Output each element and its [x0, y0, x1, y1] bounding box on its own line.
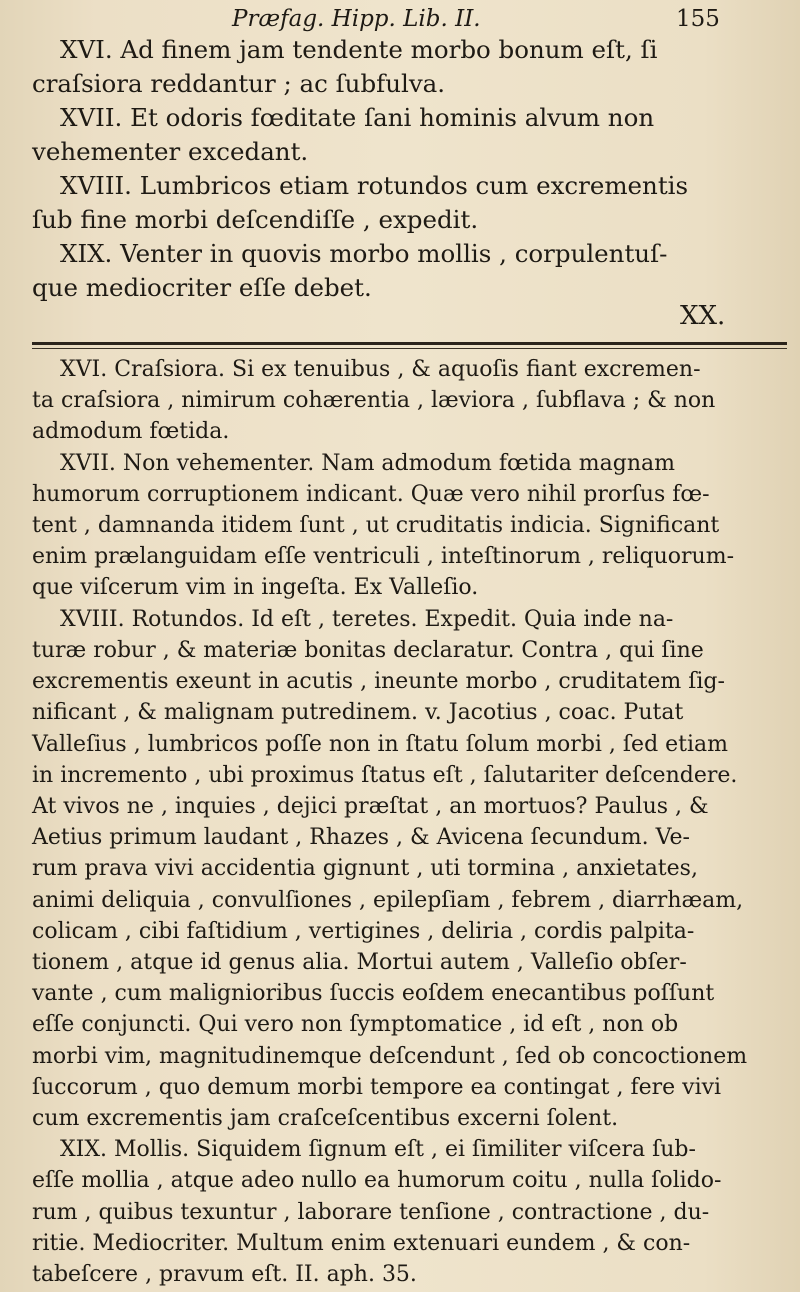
commentary-line: enim prælanguidam eſſe ventriculi , inteſtinorum , reliquorum-	[32, 544, 735, 570]
aphorism-line: XVIII. Lumbricos etiam rotundos cum excrementis	[60, 171, 689, 200]
commentary-line: que viſcerum vim in ingeſta. Ex Valleſio.	[32, 575, 479, 601]
commentary-line: nificant , & malignam putredinem. v. Jacotius , coac. Putat	[32, 700, 684, 726]
commentary-line: At vivos ne , inquies , dejici præſtat , an mortuos? Paulus , &	[32, 793, 709, 819]
commentary-line: Aetius primum laudant , Rhazes , & Avicena ſecundum. Ve-	[32, 825, 690, 851]
commentary-line: ta craſsiora , nimirum cohærentia , læviora , ſubflava ; & non	[32, 388, 716, 414]
commentary-line: XVII. Non vehementer. Nam admodum fœtida magnam	[60, 450, 676, 476]
commentary-line: turæ robur , & materiæ bonitas declaratur. Contra , qui ſine	[32, 637, 704, 663]
divider-rule	[32, 342, 787, 345]
commentary-line: rum prava vivi accidentia gignunt , uti tormina , anxietates,	[32, 856, 698, 882]
aphorism-line: craſsiora reddantur ; ac ſubfulva.	[32, 69, 446, 98]
aphorism-line: ſub fine morbi deſcendiſſe , expedit.	[32, 205, 479, 234]
commentary-line: XVIII. Rotundos. Id eſt , teretes. Expedit. Quia inde na-	[60, 606, 674, 632]
commentary-line: rum , quibus texuntur , laborare tenſione , contractione , du-	[32, 1199, 710, 1225]
commentary-line: animi deliquia , convulſiones , epilepſiam , febrem , diarrhæam,	[32, 887, 744, 913]
commentary-line: XVI. Craſsiora. Si ex tenuibus , & aquoſis fiant excremen-	[60, 357, 701, 382]
commentary-line: eſſe conjuncti. Qui vero non ſymptomatice , id eſt , non ob	[32, 1012, 679, 1038]
commentary-line: eſſe mollia , atque adeo nullo ea humorum coitu , nulla ſolido-	[32, 1168, 722, 1194]
aphorism-line: XVI. Ad finem jam tendente morbo bonum eſt, ſi	[60, 35, 658, 64]
aphorism-line: XVII. Et odoris fœditate ſani hominis alvum non	[60, 103, 655, 132]
section-label: XX.	[680, 301, 726, 331]
aphorism-line: vehementer excedant.	[32, 137, 309, 166]
commentary-line: ſuccorum , quo demum morbi tempore ea contingat , fere vivi	[32, 1074, 722, 1100]
commentary-line: tabeſcere , pravum eſt. II. aph. 35.	[32, 1262, 417, 1287]
commentary-line: colicam , cibi faſtidium , vertigines , deliria , cordis palpita-	[32, 918, 695, 944]
commentary-line: ritie. Mediocriter. Multum enim extenuari eundem , & con-	[32, 1230, 691, 1256]
commentary-line: excrementis exeunt in acutis , ineunte morbo , cruditatem ſig-	[32, 669, 725, 695]
commentary-line: tionem , atque id genus alia. Mortui autem , Valleſio obſer-	[32, 949, 687, 975]
commentary-line: tent , damnanda itidem ſunt , ut cruditatis indicia. Significant	[32, 513, 720, 538]
commentary-line: vante , cum malignioribus ſuccis eoſdem enecantibus poſſunt	[32, 981, 715, 1007]
aphorism-line: XIX. Venter in quovis morbo mollis , corpulentuſ-	[60, 239, 668, 268]
divider-rule-thin	[32, 348, 787, 349]
running-title: Præfag. Hipp. Lib. II.	[232, 6, 481, 32]
commentary-line: cum excrementis jam craſceſcentibus excerni ſolent.	[32, 1106, 619, 1131]
commentary-line: humorum corruptionem indicant. Quæ vero nihil prorſus fœ-	[32, 481, 710, 507]
commentary-line: Valleſius , lumbricos poſſe non in ſtatu ſolum morbi , ſed etiam	[32, 731, 729, 757]
commentary-line: admodum fœtida.	[32, 419, 230, 445]
page-number: 155	[676, 6, 720, 32]
commentary-line: in incremento , ubi proximus ſtatus eſt , ſalutariter deſcendere.	[32, 762, 738, 788]
commentary-line: XIX. Mollis. Siquidem ſignum eſt , ei ſimiliter viſcera ſub-	[60, 1137, 696, 1163]
page-header	[0, 2, 800, 38]
commentary-line: morbi vim, magnitudinemque deſcendunt , ſed ob concoctionem	[32, 1043, 748, 1069]
aphorism-line: que mediocriter eſſe debet.	[32, 273, 372, 302]
